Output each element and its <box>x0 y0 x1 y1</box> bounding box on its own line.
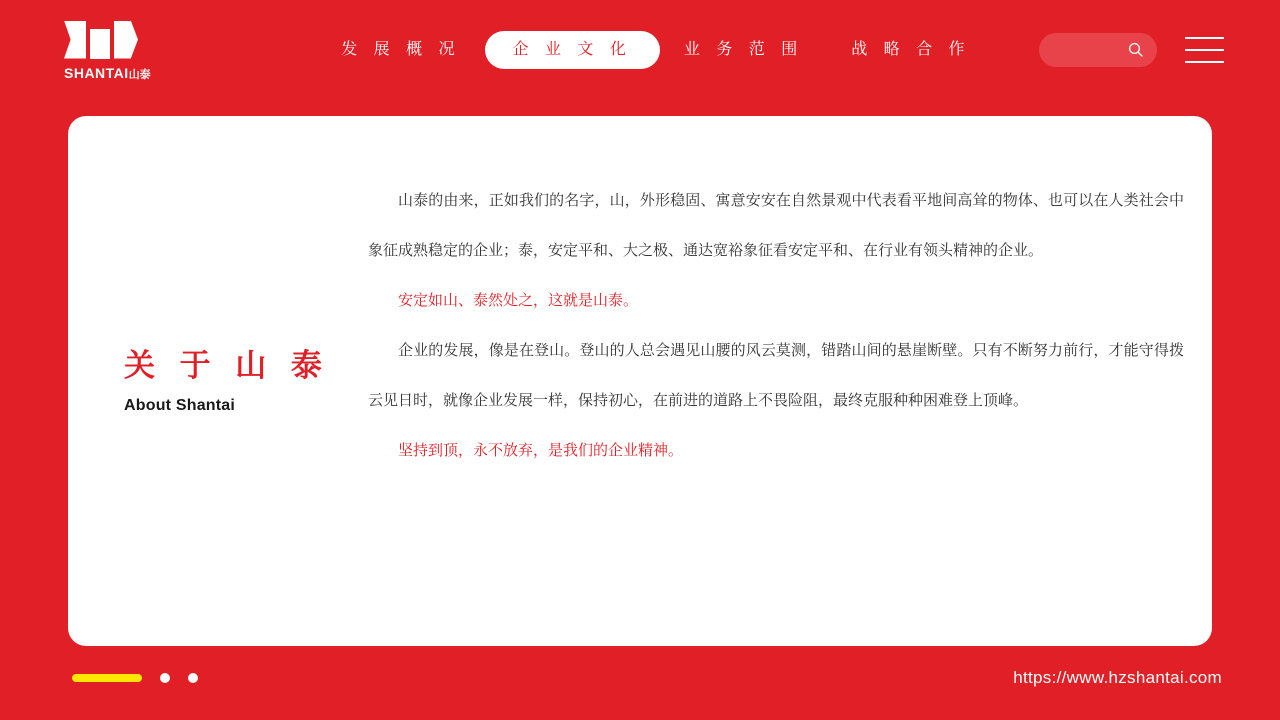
logo-brand-cn: 山泰 <box>128 68 151 81</box>
nav-item-business[interactable]: 业 务 范 围 <box>683 41 804 58</box>
paragraph-growth: 企业的发展，像是在登山。登山的人总会遇见山腰的风云莫测，错踏山间的悬崖断壁。只有不断努力前行，才能守得拨云见日时，就像企业发展一样，保持初心，在前进的道路上不畏险阻，最终克服种种困难登上顶峰。 <box>368 342 1184 409</box>
carousel-indicator-1[interactable] <box>72 674 142 682</box>
card-body <box>368 116 1212 646</box>
shantai-logo-mark-icon <box>64 19 138 59</box>
search-input[interactable] <box>1039 33 1158 67</box>
paragraph-slogan-2: 坚持到顶，永不放弃，是我们的企业精神。 <box>398 442 684 459</box>
carousel-pagination <box>72 673 198 683</box>
card-title-block <box>68 116 368 646</box>
logo-text <box>64 65 151 82</box>
carousel-indicator-2[interactable] <box>160 673 170 683</box>
paragraph-slogan-1: 安定如山、泰然处之，这就是山泰。 <box>398 292 639 309</box>
hamburger-line-3 <box>1185 61 1224 63</box>
site-header <box>0 0 1280 100</box>
hamburger-menu-icon[interactable] <box>1185 37 1224 63</box>
logo-brand-en: SHANTAI <box>64 64 129 81</box>
nav-item-development[interactable]: 发 展 概 况 <box>341 41 461 58</box>
logo-shape-middle <box>90 29 110 59</box>
hamburger-line-2 <box>1185 49 1224 51</box>
nav-item-culture[interactable]: 企 业 文 化 <box>485 31 660 69</box>
search-icon[interactable] <box>1127 41 1145 59</box>
logo-shape-left <box>64 21 86 59</box>
site-url[interactable]: https://www.hzshantai.com <box>1013 668 1222 687</box>
logo-shape-right <box>114 21 138 59</box>
logo[interactable] <box>64 19 161 82</box>
page-subtitle: About Shantai <box>124 396 236 414</box>
paragraph-origin: 山泰的由来，正如我们的名字，山，外形稳固、寓意安安在自然景观中代表看平地间高耸的物体、也可以在人类社会中象征成熟稳定的企业；泰，安定平和、大之极、通达宽裕象征看安定平和、在行业有领头精神的企业。 <box>368 192 1184 259</box>
page-title: 关 于 山 泰 <box>124 348 330 384</box>
nav-item-strategy[interactable]: 战 略 合 作 <box>851 41 971 58</box>
main-navigation <box>317 31 994 69</box>
carousel-indicator-3[interactable] <box>188 673 198 683</box>
about-card <box>68 116 1212 646</box>
hamburger-line-1 <box>1185 37 1224 39</box>
